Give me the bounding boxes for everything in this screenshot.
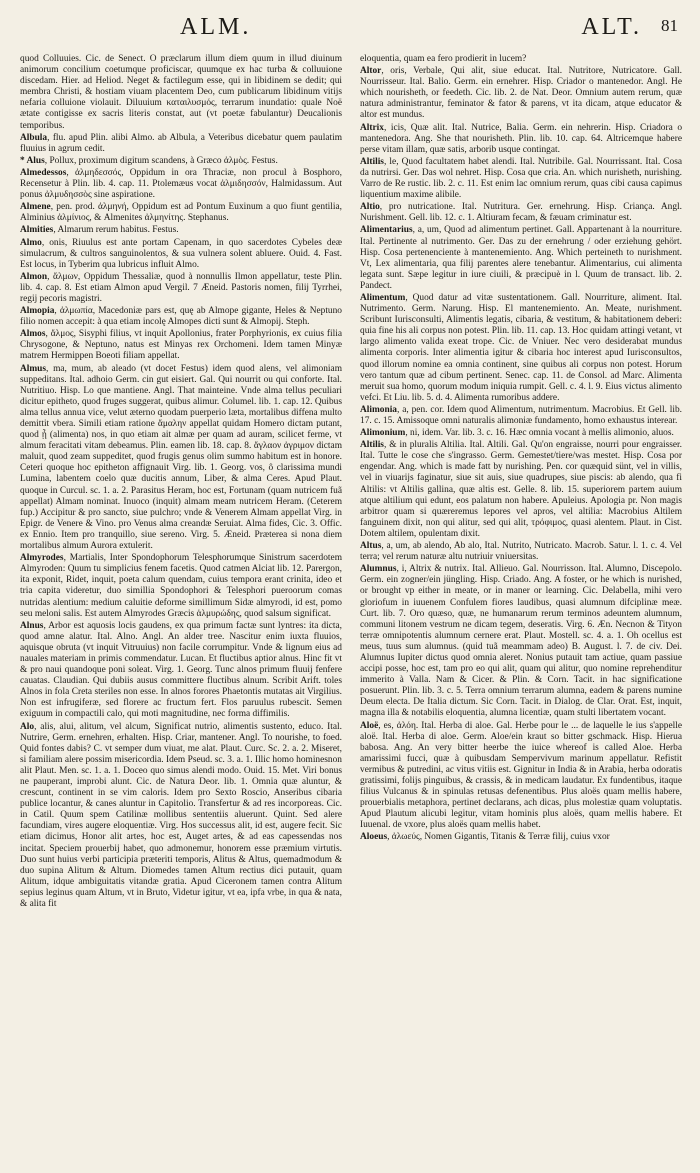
entry-text: i, Altrix & nutrix. Ital. Allieuo. Gal. Nourrisson. Ital. Alumno, Discepolo. Germ. ein zogner/ein jüngling. Hisp. Criado. Ang. A foster, or he which is nurished, or brought vp either in meate, or in maner or learning. Cic. Delabella, mihi vero gloriofum in iuuenem Confulem fiores laudibus, quasi alumnum difciplinæ meæ. Curt. lib. 7. Oro quæso, quæ, ne humanarum rerum terminos adeuntem alumnum, communi litonem vestrum ne dicam tegem, deseratis. Virg. 6. Æn. Necnon & Tityon terræ omnipotentis alumnum cernere erat. Plaut. Mostell. sc. 4. a. 1. Oh ocellus est meus, tuus sum alumnus. (quid tuã meammam adeo) B. August. l. 7. de civ. Dei. Alumnus Iupiter dictus quod omnia aleret. Nonius putauit tam actiue, quam passiue accipi posse, hoc est, tam pro eo qui alit, quam qui alitur, quo nomine reprehenditur immerito à Valla. Nam & Cicer. & Plin. & Corn. Tacit. in hac significatione posuerunt. Plin. lib. 3. c. 5. Terra omnium terrarum alumna, eadem & parens numine Deum electa. De Italia dictum. Sic Corn. Tacit. in Dialog. de Clar. Orat. Est, inquit, magna illa & notabilis eloquentia, alumna licentiæ, quam stulti libertatem vocant.: [360, 564, 682, 719]
entry-text: Martialis, Inter Spondophorum Telesphorumque Sinistrum sacerdotem Almyroden: Quum tu simplicius fenem facetis. Quod catmen Alciat lib. 12. Parergon, ita exponit, Ridet, inquit, poeta calum quendam, cuius tempora erant crinita, ideo et tria capita videretur, duo simillia Spondophori & Telesphori pueroorum comas nutridas alentium: medium caluitie deforme simillimum Sidæ almyrodi, id est, pomo seu meloni salis. Est autem Almyrodes Græcis ἁλμυρώδης, quod salsum significat.: [20, 553, 342, 619]
entry-text: pro nutricatione. Ital. Nutritura. Ger. ernehrung. Hisp. Criança. Angl. Nurishment. Gell. lib. 12. c. 1. Altiuram fecam, & fæuam criminatur est.: [360, 202, 682, 224]
entry-text: Arbor est aquosis locis gaudens, ex qua primum factæ sunt lyntres: ita dicta, quod amne alatur. Ital. Alno. Angl. An alder tree. Nascitur enim iuxta fluuios, aquisque obruta (vt inquit Vitruuius) non facile corrumpitur. Vnde & lignum eius ad nauales materiam in primis commendatur. Lucan. Et fluctibus aptior alnus. Hinc fit vt & pro naui quandoque poni soleat. Virg. 1. Georg. Tunc alnos primum fluuij fenfere cauatas. Claudian. Qui dubiis ausus committere fluctibus alnum. Scribit Arift. toles Alnos in fola Creta steriles non esse. In alnos forores Phaetontis mutatas ait Virgilius. Non est infrugiferæ, sed florere ac fructum fert. Flos paruulus rubescit. Semen exiguum in compactili calo, qui moti magnitudine, nec forma diffimilis.: [20, 620, 342, 720]
dictionary-entry: Aloë, es, ἀλόη. Ital. Herba di aloe. Gal. Herbe pour le ... de laquelle le ius s'appelle aloë. Ital. Herba di aloe. Germ. Aloe/ein kraut so bitter gschmack. Hisp. Hierua babosa. Ang. An very bitter heerbe the iuice whereof is called Aloe. Herba amarissimi fucci, quæ à quibusdam Sempervivum marinum appellatur. Refistit vermibus & putredini, ac vitus vitiis est. Gignitur in India & in Arabia, herba odoratis gratissimi, folijs pinguibus, & crassis, & in medicam laudatur. Ex fundentibus, itaque filius Vulcanus & in spinulas retusas defenentibus. Plus aloës quam mellis habere, prouerbialis metaphora, pertinet declarans, ach dicas, plus molestiæ quam voluptatis. Apud Plautum alicubi legitur, vitam hominis plus aloës, quam mellis habere. Et Iuuenal. de vxore, plus aloës quam mellis habet.: [360, 720, 682, 831]
entry-lemma: Alnus: [20, 620, 44, 631]
right-column: [360, 54, 682, 1164]
entry-text: ἀλμηδεσσός, Oppidum in ora Thraciæ, non procul à Bosphoro, Recensetur à Plin. lib. 4. cap. 11. Ptolemæus vocat ἀλμιδησσόν, Halmidassum. Aut ponus ἀλμυδησσὸς sine aspiratione.: [20, 167, 342, 201]
dictionary-entry: [20, 54, 342, 132]
entry-text: ἄλμων, Oppidum Thessaliæ, quod à nonnullis Ilmon appellatur, teste Plin. lib. 4. cap. 8. Est etiam Almon apud Vergil. 7 Æneid. Pastoris nomen, filij Tyrrhei, regij pecoris magistri.: [20, 271, 342, 304]
entry-lemma: Albula: [20, 132, 48, 143]
left-headword: ALM.: [180, 14, 252, 40]
entry-lemma: Alimentarius: [360, 225, 413, 236]
dictionary-entry: Almos, ἄλμος, Sisyphi filius, vt inquit Apollonius, frater Porphyrionis, ex cuius filia Chrysogone, & Neptuno, natus est Minyas rex Orchomeni. Idem tamen Minyæ matrem Hermippen Boeoti filiam appellat.: [20, 329, 342, 362]
entry-lemma: Aloë: [360, 720, 379, 731]
right-headword: ALT.: [581, 14, 642, 40]
entry-text: eloquentia, quam ea fero prodierit in lucem?: [360, 54, 527, 64]
entry-lemma: Almene: [20, 202, 51, 213]
entry-lemma: Alumnus: [360, 564, 397, 575]
entry-text: ἀλωεύς, Nomen Gigantis, Titanis & Terræ filij, cuius vxor: [391, 832, 610, 843]
entry-lemma: Altrix: [360, 122, 384, 133]
dictionary-entry: Alumnus, i, Altrix & nutrix. Ital. Allieuo. Gal. Nourrisson. Ital. Alumno, Discepolo. Germ. ein zogner/ein jüngling. Hisp. Criado. Ang. A foster, or he which is nurished, or brought vp either in meate, or in maner or learning. Cic. Delabella, mihi vero gloriofum in iuuenem Confulem fiores laudibus, quasi alumnum difciplinæ meæ. Curt. lib. 7. Oro quæso, quæ, ne humanarum rerum terminos adeuntem alumnum, communi litonem vestrum ne dicam tegem, deseratis. Virg. 6. Æn. Necnon & Tityon terræ omnipotentis alumnum cernere erat. Plaut. Mostell. sc. 4. a. 1. Oh ocellus est meus, tuus sum alumnus. (quid tuã meammam adeo) B. August. l. 7. de civ. Dei. Alumnus Iupiter dictus quod omnia aleret. Nonius putauit tam actiue, quam passiue accipi posse, hoc est, tam pro eo qui alit, quam qui alitur, quo nomine reprehenditur immerito à Valla. Nam & Cicer. & Plin. & Corn. Tacit. in hac significatione posuerunt. Plin. lib. 3. c. 5. Terra omnium terrarum alumna, eadem & parens numine Deum electa. De Italia dictum. Sic Corn. Tacit. in Dialog. de Clar. Orat. Est, inquit, magna illa & notabilis eloquentia, alumna licentiæ, quam stulti libertatem vocant.: [360, 564, 682, 719]
dictionary-entry: Alimentum, Quod datur ad vitæ sustentationem. Gall. Nourriture, aliment. Ital. Nutrimento. Germ. Narung. Hisp. El mantenemiento. An. Meate, nurishment. Scribunt Iurisconsulti, Alimentis legatis, cibaria, & vestitum, & habitationem deberi: quia fine his ali corpus non potest. Plin. lib. 11. cap. 13. Hoc quidam attingi vetant, vt largo alimento valida exeat trope. Cic. de Vniuer. Nec vero desiderabat mundus alimenta corporis. Inter alimentia igitur & cibaria hoc interest apud Iurisconsultos, quod illorum nomine ea omnia continent, sine quibus ali corpus non potest. Horum vero tantum quæ ad cibum pertinent. Senec. cap. 11. de Consol. ad Marc. Alimenta meruit sua homo, quorum modum iniquia rumpit. Gell. c. 4. l. 9. Eius victus alimento vefci. Et Liu. lib. 5. d. 4. Alimenta rumoribus addere.: [360, 292, 682, 403]
entry-lemma: Altilis: [360, 440, 384, 451]
dictionary-entry: Alimentarius, a, um, Quod ad alimentum pertinet. Gall. Appartenant à la nourriture. Ital. Pertinente al nutrimento. Ger. Das zu der ernehrung / oder erziehung gehört. Hisp. Cosa pertenenciente à mantenemiento. Ang. Which perteineth to nurishment. Vt, Lex alimentaria, qua filij parentes alere tenebantur. Alimentarius, cui alimenta legata sunt. Sæpe legitur in iure ciuili, & præcipuè in l. Quum de transact. lib. 2. Pandect.: [360, 225, 682, 291]
entry-lemma: Alimentum: [360, 292, 406, 303]
text-columns: [20, 54, 682, 1164]
entry-text: ἄλμος, Sisyphi filius, vt inquit Apollonius, frater Porphyrionis, ex cuius filia Chrysogone, & Neptuno, natus est Minyas rex Orchomeni. Idem tamen Minyæ matrem Hermippen Boeoti filiam appellat.: [20, 329, 342, 362]
dictionary-entry: Altio, pro nutricatione. Ital. Nutritura. Ger. ernehrung. Hisp. Criança. Angl. Nurishment. Gell. lib. 12. c. 1. Altiuram fecam, & fæuam criminatur est.: [360, 202, 682, 224]
entry-text: Quod datur ad vitæ sustentationem. Gall. Nourriture, aliment. Ital. Nutrimento. Germ. Narung. Hisp. El mantenemiento. An. Meate, nurishment. Scribunt Iurisconsulti, Alimentis legatis, cibaria, & vestitum, & habitationem deberi: quia fine his ali corpus non potest. Plin. lib. 11. cap. 13. Hoc quidam attingi vetant, vt largo alimento valida exeat trope. Cic. de Vniuer. Nec vero desiderabat mundus alimenta corporis. Inter alimentia igitur & cibaria hoc interest apud Iurisconsultos, quod illorum nomine ea omnia continent, sine quibus ali corpus non potest. Horum vero tantum quæ ad cibum pertinent. Senec. cap. 11. de Consol. ad Marc. Alimenta meruit sua homo, quorum modum iniquia rumpit. Gell. c. 4. l. 9. Eius victus alimento vefci. Et Liu. lib. 5. d. 4. Alimenta rumoribus addere.: [360, 292, 682, 403]
dictionary-entry: [360, 54, 682, 65]
entry-lemma: Almopia: [20, 306, 55, 317]
dictionary-entry: Almon, ἄλμων, Oppidum Thessaliæ, quod à nonnullis Ilmon appellatur, teste Plin. lib. 4. cap. 8. Est etiam Almon apud Vergil. 7 Æneid. Pastoris nomen, filij Tyrrhei, regij pecoris magistri.: [20, 271, 342, 304]
entry-lemma: Altor: [360, 66, 382, 77]
entry-text: a, pen. cor. Idem quod Alimentum, nutrimentum. Macrobius. Et Gell. lib. 17. c. 15. Amissoque omni naturalis alimoniæ fundamento, homo exhaustus interear.: [360, 404, 682, 426]
entry-text: flu. apud Plin. alibi Almo. ab Albula, a Veteribus dicebatur quem paulatim fluuius in agrum cedit.: [20, 132, 342, 154]
entry-lemma: Almo: [20, 237, 42, 248]
entry-lemma: Aloeus: [360, 832, 388, 843]
entry-text: quod Colluuies. Cic. de Senect. O præclarum illum diem quum in illud diuinum animorum concilium coetumque proficiscar, quumque ex hac turba & colluuione discedam. Hier. ad Heliod. Neget & factilegum esse, qui in libidinem se dedit; qui membra Christi, & hostiam viuam placentem Deo, cum publicarum libidinum vitijs nefaria colluione violauit. Diluuium καταιλυσμός, terrarum inundatio: quale Noë ætate contigisse ex sacris literis constat, aut (vt poetæ fabulantur) Deucalionis temporibus.: [20, 54, 342, 131]
entry-text: a, um, Quod ad alimentum pertinet. Gall. Appartenant à la nourriture. Ital. Pertinente al nutrimento. Ger. Das zu der ernehrung / oder erziehung gehört. Hisp. Cosa pertenenciente à mantenemiento. Ang. Which perteineth to nurishment. Vt, Lex alimentaria, qua filij parentes alere tenebantur. Alimentarius, cui alimenta legata sunt. Sæpe legitur in iure ciuili, & præcipuè in l. Quum de transact. lib. 2. Pandect.: [360, 225, 682, 291]
dictionary-entry: Almedessos, ἀλμηδεσσός, Oppidum in ora Thraciæ, non procul à Bosphoro, Recensetur à Plin. lib. 4. cap. 11. Ptolemæus vocat ἀλμιδησσόν, Halmidassum. Aut ponus ἀλμυδησσὸς sine aspiratione.: [20, 167, 342, 201]
entry-lemma: Altilis: [360, 156, 384, 167]
entry-lemma: Altio: [360, 202, 380, 213]
entry-text: a, um, ab alendo, Ab alo, Ital. Nutrito, Nutricato. Macrob. Satur. l. 1. c. 4. Vel terra; vel rerum naturæ altu nutriuir vniuersitas.: [360, 541, 682, 563]
dictionary-entry: Alo, alis, alui, alitum, vel alcum, Significat nutrio, alimentis sustento, educo. Ital. Nutrire, Germ. ernehren, erhalten. Hisp. Criar, mantener. Angl. To nourishe, to foed. Quid fontes dabis? C. vt semper dum viuat, me alat. Plaut. Curc. Sc. 2. a. 2. Miseret, si familiam alere possim misericordia. Idem Pseud. sc. 3. a. 1. Illic homo hominesnon alit Plaut. Men. sc. 1. a. 1. Doceo quo simus alendi modo. Ouid. 15. Met. Viri bonus ne pauperant, improbi alunt. Cic. de Natura Deor. lib. 1. Omnia quæ aluntur, & crescunt, continent in se vim caloris. Idem pro Sexto Roscio, Anseribus cibaria publice locantur, & canes aluntur in Capitolio. Transfertur & ad res incorporeas. Cic. in Catil. Quum spem Catilinæ mollibus sententiis aluerunt. Quint. Sed alere facundiam, vires augere eloquentiæ. Virg. Hos successus alit, id est, augere fecit. Sic etiam dicimus, Honor alit artes, hoc est, Auget artes, & ad eas capessendas nos incitat. Speciem prouerbij habet, quo admonemur, honorem esse præmium virtutis. Duo sunt huius verbi participia præteriti temporis, Alitus & Altus, quemadmodum & duo supina Alitum & Altum. Diomedes tamen Altum rectius dici putauit, quam Alitum, idque ambiguitatis vitandæ gratia. Apud Ciceronem tamen contra Alitum sepius leginus quam Altum, vt in Bruto, Videtur igitur, vt ea, ipfa vrbe, in qua & nata, & alita fit: [20, 721, 342, 910]
entry-lemma: Almedessos: [20, 167, 67, 178]
entry-text: oris, Verbale, Qui alit, siue educat. Ital. Nutritore, Nutricatore. Gall. Nourrisseur. Ital. Balio. Germ. ein ernehrer. Hisp. Criador o mantenedor. Angl. He which nourisheth, or feedeth. Cic. lib. 2. de Nat. Deor. Omnium autem rerum, quæ natura administrantur, feminator & fator & parens, vt ita dicam, atque educator & altor est mundus.: [360, 66, 682, 121]
entry-lemma: Altus: [360, 541, 382, 552]
dictionary-entry: * Alus, Pollux, proximum digitum scandens, à Græco ἀλμὸς. Festus.: [20, 155, 278, 166]
entry-lemma: Alimonia: [360, 404, 397, 415]
dictionary-entry: Almus, ma, mum, ab aleado (vt docet Festus) idem quod alens, vel alimoniam suppeditans. Ital. adhoio Germ. cin gut eisiert. Gal. Qui nourrit ou qui conforte. Ital. Nutritiuo. Hisp. Lo que mantiene. Angl. That mainteine. Vnde alma tellus peculiari dicitur epitheto, quod fruges suggerat, quibus alimur. Columel. lib. 1. cap. 12. Quibus alma tellus annua vice, velut æterno quodam puerperio læta, mortalibus diffena multo demittit vbera. Simili etiam ratione ἄμαλην appellat quidam Homero dictam putant, quod ᾗ (alimenta) nos, in quo etiam ait almæ per quam ad auram, scilicet ferme, vt almum feracitati vitam debeamus. Plin. eamen lib. 18. cap. 8. ἄγλαον ἀγριμον dictam maluit, quod zeam suppeditet, quod frugis genus olim summo habitum est in honore. Ceteri quoque hoc epitheton affignauit Virg. lib. 1. Georg. vos, ô clarissima mundi Lumina, labentem coelo quæ ducitis annum, Liber, & alma Ceres. Apud Plaut. quoque in Curcul. sc. 1. a. 2. Parasitus Heram, hoc est, Fortunam (quam nutricem fuã appellat) Almam nominat. Inuoco (inquit) almam meam nutricem Heram. (Ceterem fup.) Accipitur & pro sancto, siue pulchro; vnde & Venerem Almam appellat Virg. in Epigr. de Venere & Vino. pro Venus alma creandæ Seruiat. Alma fides, Cic. 3. Offic. ex Ennio. Item pro tranquillo, siue sereno. Virg. 5. Æneid. Præterea si nona diem mortalibus almum Aurora extulerit.: [20, 363, 342, 552]
entry-lemma: Almyrodes: [20, 553, 64, 564]
dictionary-entry: Alnus, Arbor est aquosis locis gaudens, ex qua primum factæ sunt lyntres: ita dicta, quod amne alatur. Ital. Alno. Angl. An alder tree. Nascitur enim iuxta fluuios, aquisque obruta (vt inquit Vitruuius) non facile corrumpitur. Vnde & lignum eius ad nauales materiam in primis commendatur. Lucan. Et fluctibus aptior alnus. Hinc fit vt & pro naui quandoque poni soleat. Virg. 1. Georg. Tunc alnos primum fluuij fenfere cauatas. Claudian. Qui dubiis ausus committere fluctibus alnum. Scribit Arift. toles Alnos in fola Creta steriles non esse. In alnos forores Phaetontis mutatas ait Virgilius. Non est infrugiferæ, sed florere ac fructum fert. Flos paruulus rubescit. Semen exiguum in compactili calo, qui moti magnitudine, nec forma diffimilis.: [20, 620, 342, 720]
dictionary-entry: Alimonium, ni, idem. Var. lib. 3. c. 16. Hæc omnia vocant à mellis alimonio, aluos.: [360, 428, 674, 439]
dictionary-entry: Altus, a, um, ab alendo, Ab alo, Ital. Nutrito, Nutricato. Macrob. Satur. l. 1. c. 4. Vel terra; vel rerum naturæ altu nutriuir vniuersitas.: [360, 541, 682, 563]
dictionary-entry: Almene, pen. prod. ἀλμηνή, Oppidum est ad Pontum Euxinum a quo fiunt gentilia, Alminius ἀλμίνιος, & Almenites ἀλμηνίτης. Stephanus.: [20, 202, 342, 224]
running-head: [20, 14, 682, 48]
dictionary-entry: Altor, oris, Verbale, Qui alit, siue educat. Ital. Nutritore, Nutricatore. Gall. Nourrisseur. Ital. Balio. Germ. ein ernehrer. Hisp. Criador o mantenedor. Angl. He which nourisheth, or feedeth. Cic. lib. 2. de Nat. Deor. Omnium autem rerum, quæ natura administrantur, feminator & fator & parens, vt ita dicam, atque educator & altor est mundus.: [360, 66, 682, 121]
dictionary-entry: Almopia, ἀλμωπία, Macedoniæ pars est, quę ab Almope gigante, Heles & Neptuno filio nomen accepit: à qua etiam incolę Almopes dicti sunt & Almopij. Steph.: [20, 306, 342, 328]
entry-lemma: Almities: [20, 225, 54, 236]
dictionary-entry: Almyrodes, Martialis, Inter Spondophorum Telesphorumque Sinistrum sacerdotem Almyroden: Quum tu simplicius fenem facetis. Quod catmen Alciat lib. 12. Parergon, ita exponit, Ridet, inquit, poeta calum quendam, cuius tempora erant crinita, ideo et tria capita videretur, duo simillia Spondophori & Telesphori pueroorum comas nutridas alentium: medium caluitie deforme simillimum Sidæ almyrodi, id est, pomo seu meloni salis. Est autem Almyrodes Græcis ἁλμυρώδης, quod salsum significat.: [20, 553, 342, 619]
entry-text: es, ἀλόη. Ital. Herba di aloe. Gal. Herbe pour le ... de laquelle le ius s'appelle aloë. Ital. Herba di aloe. Germ. Aloe/ein kraut so bitter gschmack. Hisp. Hierua babosa. Ang. An very bitter heerbe the iuice whereof is called Aloe. Herba amarissimi fucci, quæ à quibusdam Sempervivum marinum appellatur. Refistit vermibus & putredini, ac vitus vitiis est. Gignitur in India & in Arabia, herba odoratis gratissimi, folijs pinguibus, & crassis, & in medicam laudatur. Ex fundentibus, itaque filius Vulcanus & in spinulas retusas defenentibus. Plus aloës quam mellis habere, prouerbialis metaphora, pertinet declarans, ach dicas, plus molestiæ quam voluptatis. Apud Plautum alicubi legitur, vitam hominis plus aloës, quam mellis habere. Et Iuuenal. de vxore, plus aloës quam mellis habet.: [360, 720, 682, 831]
dictionary-entry: Altrix, icis, Quæ alit. Ital. Nutrice, Balia. Germ. ein nehrerin. Hisp. Criadora o mantenedora. Ang. She that nourisheth. Plin. lib. 10. cap. 64. Altricemque habere perse vitam illam, quæ satis, arborib usque contingat.: [360, 122, 682, 155]
entry-text: & in pluralis Altilia. Ital. Altili. Gal. Qu'on engraisse, nourri pour engraisser. Ital. Tutte le cose che s'ingrasso. Germ. Gemestet/tiere/was mestet. Hisp. Cosa por engendar. Ang. which is made fatt by nurishing. Pen. cor quæquid sünt, vel in villis, vel in viuarijs faginatur, siue sit auis, siue quadrupes, siue piscis: ab alendo, qua fi Altilis: vt Altilis gallina, quæ altis est. Gelle. 8. lib. 15. superiorem partem auium atque altilium qui edunt, eos palatum non habere. Apuleius. Apologia pr. Non magis arbitror quam si quæreremus lepores vel apros, vel altilia: Macrobius Altilem fanguinem dixit, non qui alitur, sed qui alit, τρόφιμος, quasi alentem. Plaut. in Cist. Dotem altilem, opulentam dixit.: [360, 440, 682, 539]
entry-text: pen. prod. ἀλμηνή, Oppidum est ad Pontum Euxinum a quo fiunt gentilia, Alminius ἀλμίνιος, & Almenites ἀλμηνίτης. Stephanus.: [20, 202, 342, 224]
entry-lemma: * Alus: [20, 155, 45, 166]
entry-lemma: Alimonium: [360, 428, 406, 439]
entry-text: onis, Riuulus est ante portam Capenam, in quo sacerdotes Cybeles deæ simulacrum, & cultros sanguinolentos, & sua vulnera solent abluere. Ouid. 4. Fast. Est locus, in Tyberim qua lubricus influit Almo.: [20, 237, 342, 270]
dictionary-entry: Almo, onis, Riuulus est ante portam Capenam, in quo sacerdotes Cybeles deæ simulacrum, & cultros sanguinolentos, & sua vulnera solent abluere. Ouid. 4. Fast. Est locus, in Tyberim qua lubricus influit Almo.: [20, 237, 342, 270]
entry-text: ni, idem. Var. lib. 3. c. 16. Hæc omnia vocant à mellis alimonio, aluos.: [410, 428, 674, 439]
dictionary-entry: Altilis, le, Quod facultatem habet alendi. Ital. Nutribile. Gal. Nourrissant. Ital. Cosa da nutrirsi. Ger. Das wol nehret. Hisp. Cosa que cria. An. which nurisheth, nurishing. Varro de Re rustic. lib. 2. c. 11. Est enim lac omnium rerum, quas cibi causa capimus liquentium maxime alibile.: [360, 156, 682, 201]
entry-text: ἀλμωπία, Macedoniæ pars est, quę ab Almope gigante, Heles & Neptuno filio nomen accepit: à qua etiam incolę Almopes dicti sunt & Almopij. Steph.: [20, 306, 342, 328]
entry-text: ma, mum, ab aleado (vt docet Festus) idem quod alens, vel alimoniam suppeditans. Ital. adhoio Germ. cin gut eisiert. Gal. Qui nourrit ou qui conforte. Ital. Nutritiuo. Hisp. Lo que mantiene. Angl. That mainteine. Vnde alma tellus peculiari dicitur epitheto, quod fruges suggerat, quibus alimur. Columel. lib. 1. cap. 12. Quibus alma tellus annua vice, velut æterno quodam puerperio læta, mortalibus diffena multo demittit vbera. Simili etiam ratione ἄμαλην appellat quidam Homero dictam putant, quod ᾗ (alimenta) nos, in quo etiam ait almæ per quam ad auram, scilicet ferme, vt almum feracitati vitam debeamus. Plin. eamen lib. 18. cap. 8. ἄγλαον ἀγριμον dictam maluit, quod zeam suppeditet, quod frugis genus olim summo habitum est in honore. Ceteri quoque hoc epitheton affignauit Virg. lib. 1. Georg. vos, ô clarissima mundi Lumina, labentem coelo quæ ducitis annum, Liber, & alma Ceres. Apud Plaut. quoque in Curcul. sc. 1. a. 2. Parasitus Heram, hoc est, Fortunam (quam nutricem fuã appellat) Almam nominat. Inuoco (inquit) almam meam nutricem Heram. (Ceterem fup.) Accipitur & pro sancto, siue pulchro; vnde & Venerem Almam appellat Virg. in Epigr. de Venere & Vino. pro Venus alma creandæ Seruiat. Alma fides, Cic. 3. Offic. ex Ennio. Item pro tranquillo, siue sereno. Virg. 5. Æneid. Præterea si nona diem mortalibus almum Aurora extulerit.: [20, 363, 342, 552]
entry-lemma: Almos: [20, 329, 46, 340]
entry-lemma: Almon: [20, 271, 48, 282]
dictionary-entry: Almities, Almarum rerum habitus. Festus.: [20, 225, 179, 236]
entry-text: Almarum rerum habitus. Festus.: [57, 225, 179, 236]
entry-lemma: Almus: [20, 363, 47, 374]
dictionary-entry: Albula, flu. apud Plin. alibi Almo. ab Albula, a Veteribus dicebatur quem paulatim fluuius in agrum cedit.: [20, 132, 342, 154]
entry-text: Pollux, proximum digitum scandens, à Græco ἀλμὸς. Festus.: [49, 155, 278, 166]
entry-text: alis, alui, alitum, vel alcum, Significat nutrio, alimentis sustento, educo. Ital. Nutrire, Germ. ernehren, erhalten. Hisp. Criar, mantener. Angl. To nourishe, to foed. Quid fontes dabis? C. vt semper dum viuat, me alat. Plaut. Curc. Sc. 2. a. 2. Miseret, si familiam alere possim misericordia. Idem Pseud. sc. 3. a. 1. Illic homo hominesnon alit Plaut. Men. sc. 1. a. 1. Doceo quo simus alendi modo. Ouid. 15. Met. Viri bonus ne pauperant, improbi alunt. Cic. de Natura Deor. lib. 1. Omnia quæ aluntur, & crescunt, continent in se vim caloris. Idem pro Sexto Roscio, Anseribus cibaria publice locantur, & canes aluntur in Capitolio. Transfertur & ad res incorporeas. Cic. in Catil. Quum spem Catilinæ mollibus sententiis aluerunt. Quint. Sed alere facundiam, vires augere eloquentiæ. Virg. Hos successus alit, id est, augere fecit. Sic etiam dicimus, Honor alit artes, hoc est, Auget artes, & ad eas capessendas nos incitat. Speciem prouerbij habet, quo admonemur, honorem esse præmium virtutis. Duo sunt huius verbi participia præteriti temporis, Alitus & Altus, quemadmodum & duo supina Alitum & Altum. Diomedes tamen Altum rectius dici putauit, quam Alitum, idque ambiguitatis vitandæ gratia. Apud Ciceronem tamen contra Alitum sepius leginus quam Altum, vt in Bruto, Videtur igitur, vt ea, ipfa vrbe, in qua & nata, & alita fit: [20, 721, 342, 910]
entry-text: le, Quod facultatem habet alendi. Ital. Nutribile. Gal. Nourrissant. Ital. Cosa da nutrirsi. Ger. Das wol nehret. Hisp. Cosa que cria. An. which nurisheth, nurishing. Varro de Re rustic. lib. 2. c. 11. Est enim lac omnium rerum, quas cibi causa capimus liquentium maxime alibile.: [360, 156, 682, 201]
dictionary-entry: Aloeus, ἀλωεύς, Nomen Gigantis, Titanis & Terræ filij, cuius vxor: [360, 832, 610, 843]
dictionary-entry: Altilis, & in pluralis Altilia. Ital. Altili. Gal. Qu'on engraisse, nourri pour engraisser. Ital. Tutte le cose che s'ingrasso. Germ. Gemestet/tiere/was mestet. Hisp. Cosa por engendar. Ang. which is made fatt by nurishing. Pen. cor quæquid sünt, vel in villis, vel in viuarijs faginatur, siue sit auis, siue quadrupes, siue piscis: ab alendo, qua fi Altilis: vt Altilis gallina, quæ altis est. Gelle. 8. lib. 15. superiorem partem auium atque altilium qui edunt, eos palatum non habere. Apuleius. Apologia pr. Non magis arbitror quam si quæreremus lepores vel apros, vel altilia: Macrobius Altilem fanguinem dixit, non qui alitur, sed qui alit, τρόφιμος, quasi alentem. Plaut. in Cist. Dotem altilem, opulentam dixit.: [360, 440, 682, 539]
left-column: [20, 54, 342, 1164]
dictionary-entry: Alimonia, a, pen. cor. Idem quod Alimentum, nutrimentum. Macrobius. Et Gell. lib. 17. c. 15. Amissoque omni naturalis alimoniæ fundamento, homo exhaustus interear.: [360, 404, 682, 426]
entry-lemma: Alo: [20, 721, 35, 732]
entry-text: icis, Quæ alit. Ital. Nutrice, Balia. Germ. ein nehrerin. Hisp. Criadora o mantenedora. Ang. She that nourisheth. Plin. lib. 10. cap. 64. Altricemque habere perse vitam illam, quæ satis, arborib usque contingat.: [360, 122, 682, 155]
page-number: 81: [661, 16, 678, 35]
